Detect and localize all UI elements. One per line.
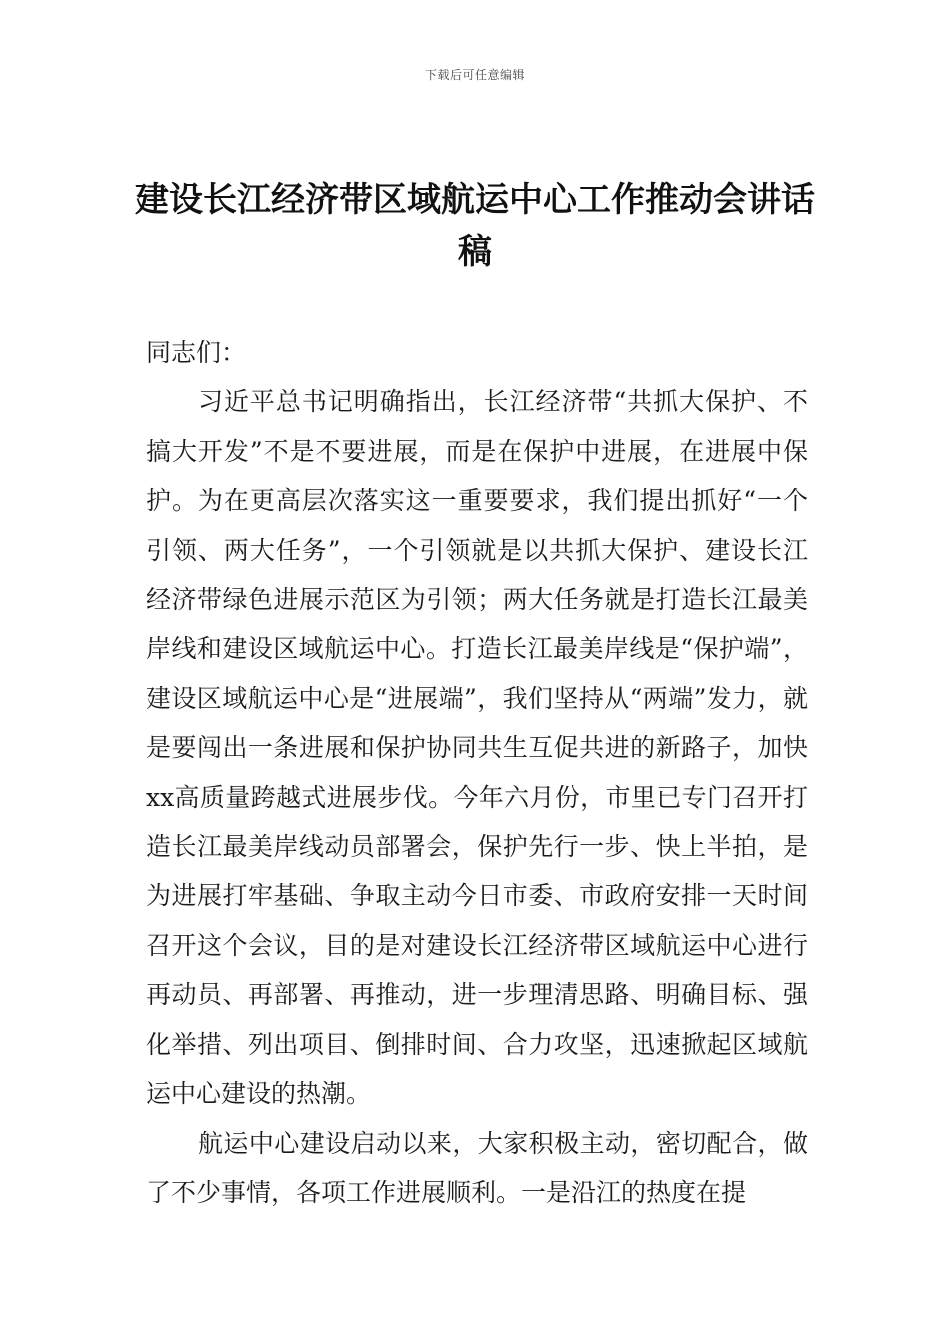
document-body xyxy=(146,328,808,1217)
paragraph-1: 习近平总书记明确指出，长江经济带“共抓大保护、不搞大开发”不是不要进展，而是在保护中进展，在进展中保护。为在更高层次落实这一重要要求，我们提出抓好“一个引领、两大任务”，一个引领就是以共抓大保护、建设长江经济带绿色进展示范区为引领；两大任务就是打造长江最美岸线和建设区域航运中心。打造长江最美岸线是“保护端”，建设区域航运中心是“进展端”，我们坚持从“两端”发力，就是要闯出一条进展和保护协同共生互促共进的新路子，加快xx高质量跨越式进展步伐。今年六月份，市里已专门召开打造长江最美岸线动员部署会，保护先行一步、快上半拍，是为进展打牢基础、争取主动今日市委、市政府安排一天时间召开这个会议，目的是对建设长江经济带区域航运中心进行再动员、再部署、再推动，进一步理清思路、明确目标、强化举措、列出项目、倒排时间、合力攻坚，迅速掀起区域航运中心建设的热潮。 xyxy=(146,387,808,1109)
header-note: 下载后可任意编辑 xyxy=(424,68,525,82)
paragraph-2: 航运中心建设启动以来，大家积极主动，密切配合，做了不少事情，各项工作进展顺利。一是沿江的热度在提 xyxy=(146,1128,808,1207)
salutation: 同志们： xyxy=(146,338,247,367)
document-title: 建设长江经济带区域航运中心工作推动会讲话稿 xyxy=(135,180,815,272)
